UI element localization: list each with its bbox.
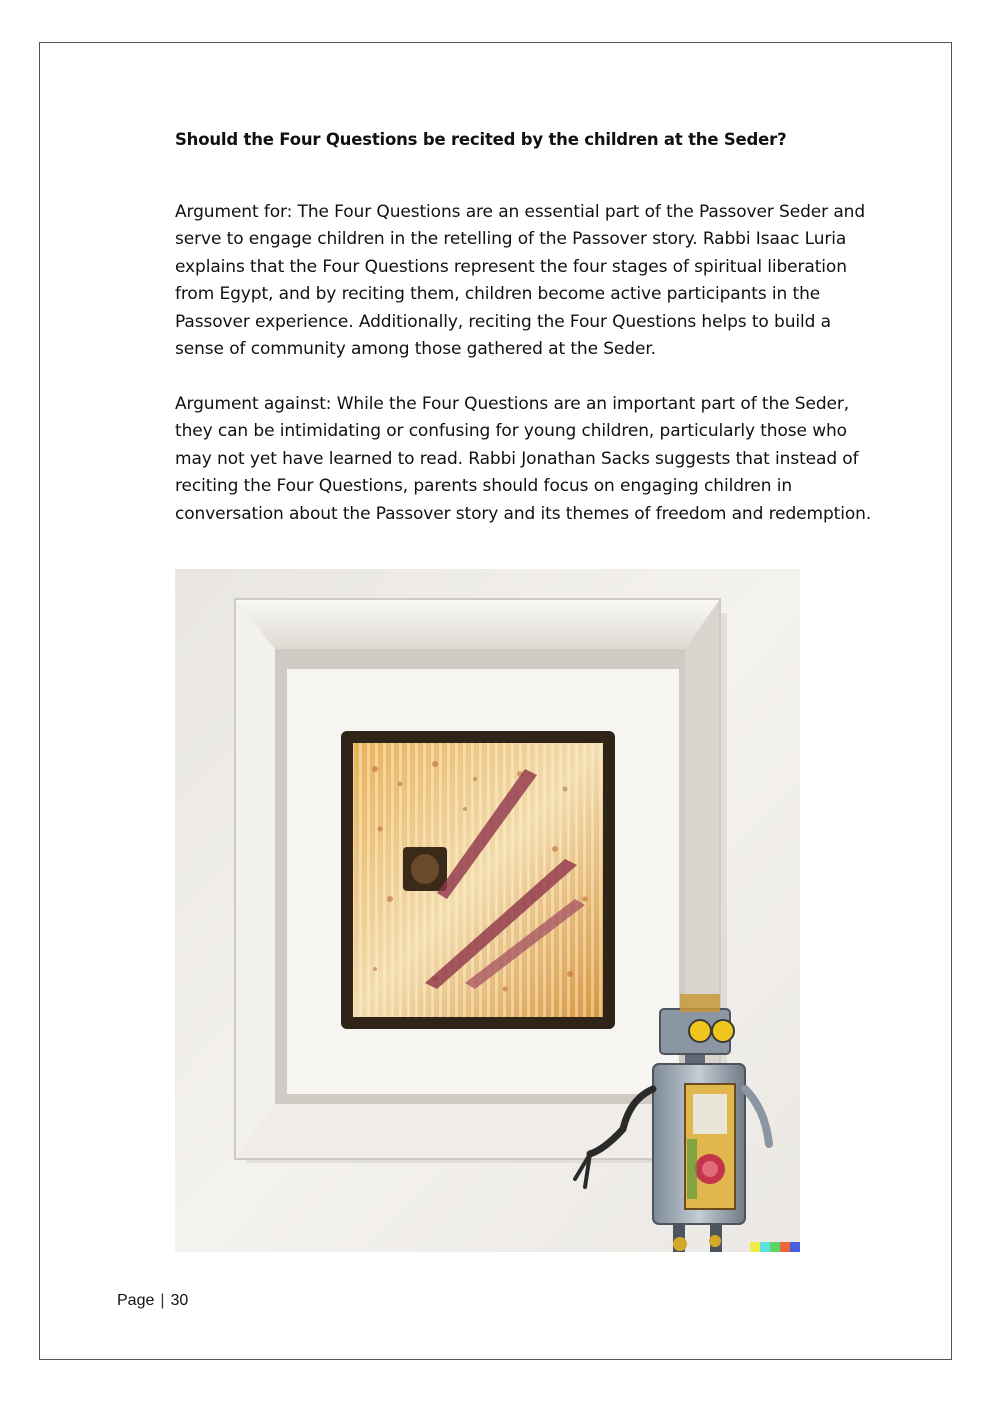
color-watermark (750, 1242, 800, 1252)
argument-for-paragraph: Argument for: The Four Questions are an essential part of the Passover Seder and serve to engage children in the retelling of the Passover story. Rabbi Isaac Luria explains that the Four Questions represent the four stages of spiritual liberation from Egypt, and by reciting them, children become active participants in the Passover experience. Additionally, reciting the Four Questions helps to build a sense of community among those gathered at the Seder. (175, 202, 866, 360)
framed-matzah-robot-image (175, 569, 800, 1252)
page-footer (117, 1292, 188, 1310)
footer-page-label: Page (117, 1292, 155, 1309)
footer-separator: | (160, 1292, 165, 1309)
question-heading: Should the Four Questions be recited by the children at the Seder? (175, 130, 787, 149)
footer-page-number: 30 (170, 1292, 189, 1309)
argument-against-paragraph: Argument against: While the Four Questions are an important part of the Seder, they can be intimidating or confusing for young children, particularly those who may not yet have learned to read. Rabbi Jonathan Sacks suggests that instead of reciting the Four Questions, parents should focus on engaging children in conversation about the Passover story and its themes of freedom and redemption. (175, 394, 872, 524)
